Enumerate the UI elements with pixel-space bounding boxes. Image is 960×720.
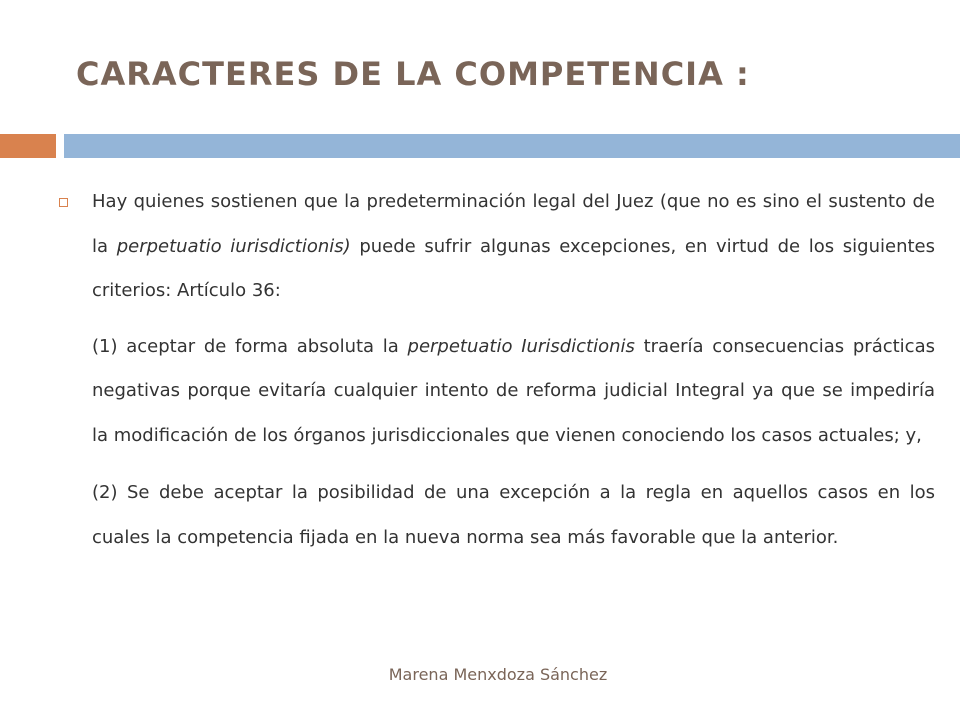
point-1-text-start: (1) aceptar de forma absoluta la [92,335,408,357]
point-1-text-end: traería consecuencias prácticas negativas porque evitaría cualquier intento de reforma judicial Integral ya que se impediría la modificación de los órganos jurisdiccionales que vienen conociendo los casos actuales; y, [92,335,935,446]
accent-bar-blue [64,134,960,158]
bullet-text-end: puede sufrir algunas excepciones, en virtud de los siguientes criterios: Artículo 36: [92,235,935,301]
slide-body [92,180,935,560]
bullet-paragraph [92,180,935,314]
bullet-text-start: Hay quienes sostienen que la predeterminación legal del Juez (que no es sino el sustento de la [92,191,935,257]
hollow-square-bullet-icon [59,198,68,207]
point-1-paragraph [92,325,935,459]
accent-bar-orange [0,134,56,158]
point-1-text-italic: perpetuatio Iurisdictionis [407,335,635,357]
slide-title: CARACTERES DE LA COMPETENCIA : [76,55,750,93]
footer-author: Marena Menxdoza Sánchez [388,665,608,684]
point-2-paragraph: (2) Se debe aceptar la posibilidad de una excepción a la regla en aquellos casos en los cuales la competencia fijada en la nueva norma sea más favorable que la anterior. [92,482,935,548]
bullet-text-italic: perpetuatio iurisdictionis) [116,235,351,257]
